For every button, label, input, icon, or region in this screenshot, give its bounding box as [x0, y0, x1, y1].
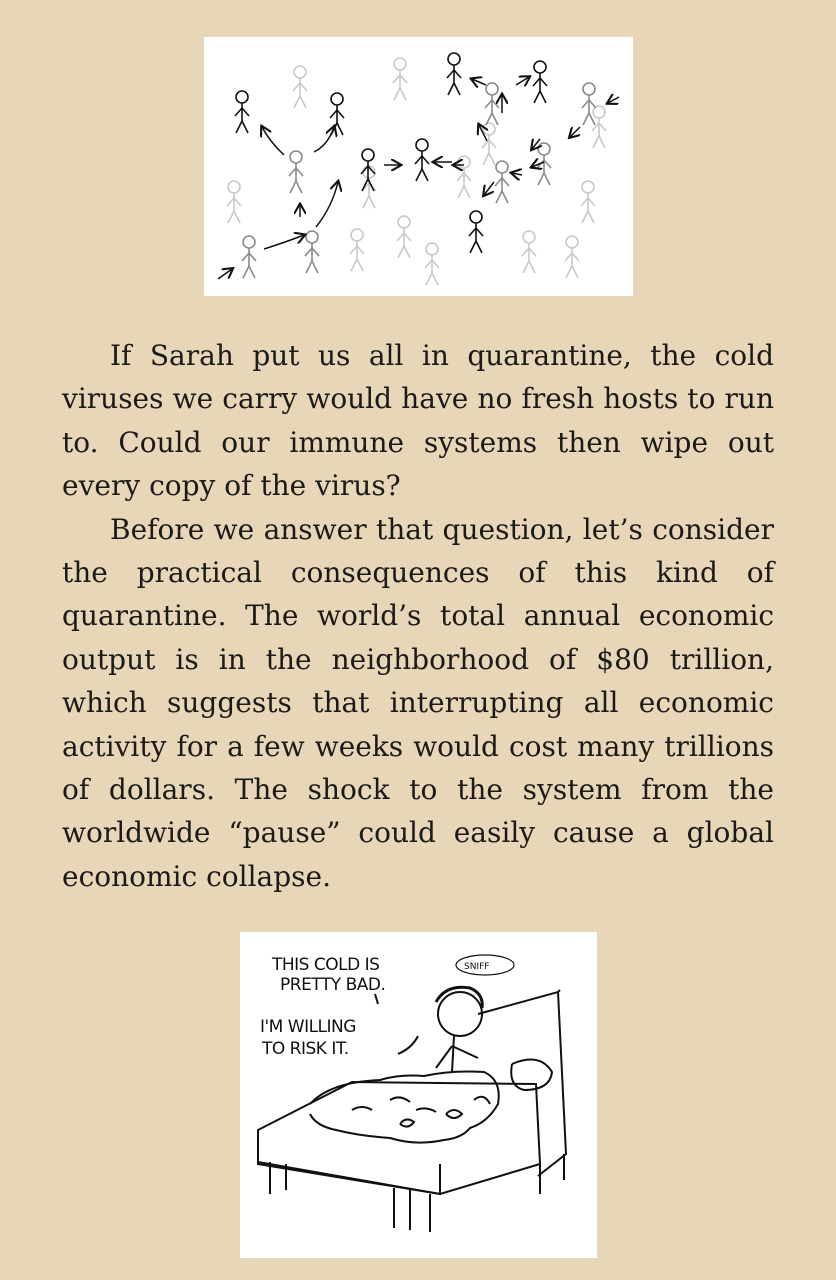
speech-line-3: I'M WILLING [260, 1017, 356, 1037]
healthy-figures [227, 58, 606, 285]
sick-figures [242, 83, 596, 278]
paragraph-2: Before we answer that question, let’s consider the practical consequences of this kind of quarantine. The world’s total annual economic output is in the neighborhood of $80 trillion, which suggests that interrupting all economic activity for a few weeks would cost many trillions of dollars. The shock to the system from the worldwide “pause” could easily cause a global economic collapse. [62, 512, 774, 893]
illustration-sick-in-bed [240, 932, 597, 1258]
bed-comic [240, 932, 597, 1258]
stick-figure-crowd [204, 37, 633, 296]
illustration-virus-spread [204, 37, 633, 296]
transmission-arrows [218, 77, 619, 279]
body-text [62, 334, 774, 898]
speech-line-1: THIS COLD IS [272, 955, 380, 975]
sniff-text: SNIFF [464, 962, 490, 972]
speech-line-2: PRETTY BAD. [280, 975, 386, 995]
paragraph-1: If Sarah put us all in quarantine, the cold viruses we carry would have no fresh hosts to run to. Could our immune systems then wipe out every copy of the virus? [62, 339, 774, 503]
speech-line-4: TO RISK IT. [262, 1039, 349, 1059]
